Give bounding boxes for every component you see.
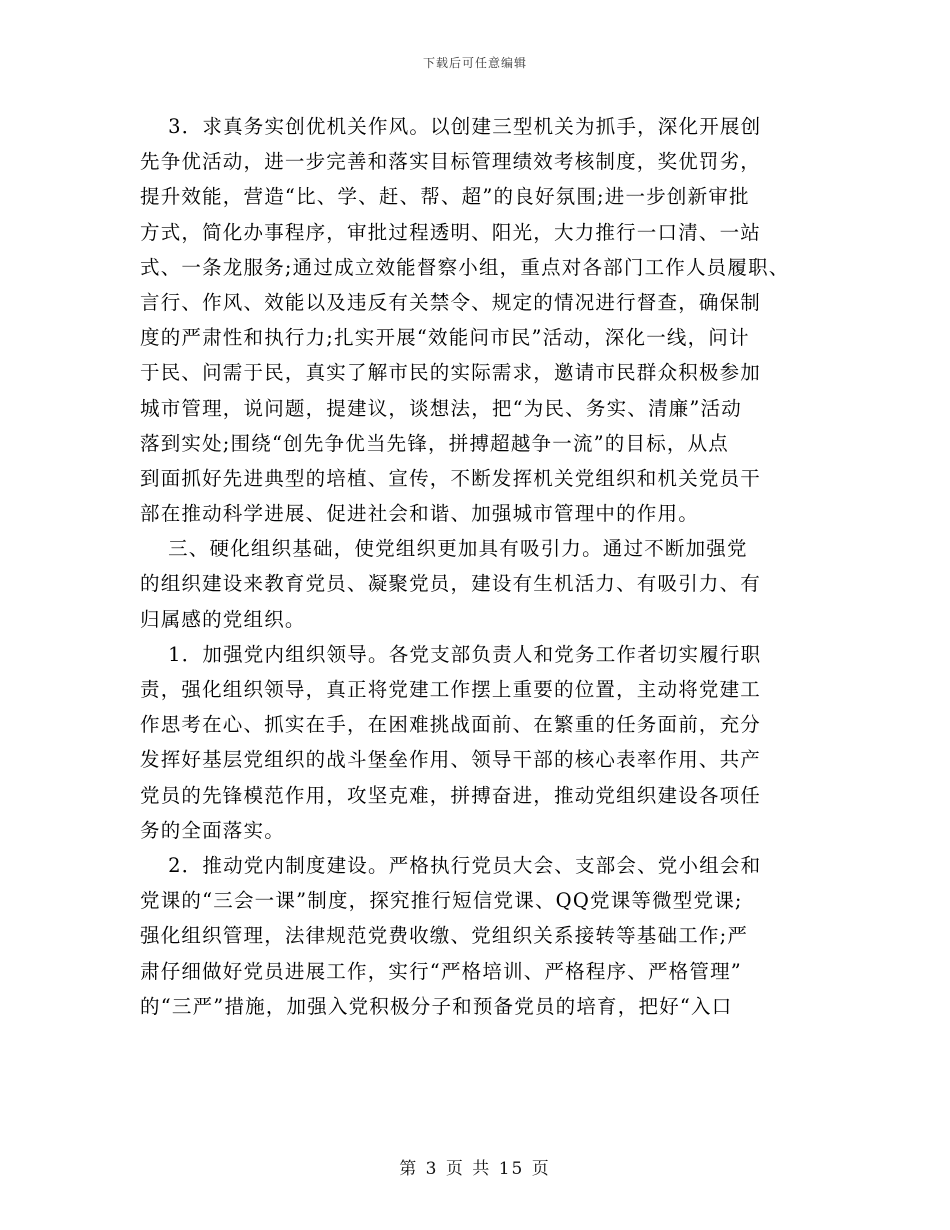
text-line: 式、一条龙服务;通过成立效能督察小组，重点对各部门工作人员履职、	[140, 255, 790, 279]
page-number: 第 3 页 共 15 页	[399, 1159, 551, 1179]
document-body	[140, 109, 820, 1024]
text-line: 归属感的党组织。	[140, 607, 306, 631]
page-header: 下载后可任意编辑	[422, 56, 527, 70]
text-line: 发挥好基层党组织的战斗堡垒作用、领导干部的核心表率作用、共产	[140, 748, 762, 772]
text-line: 2．推动党内制度建设。严格执行党员大会、支部会、党小组会和	[140, 853, 762, 877]
text-line: 三、硬化组织基础，使党组织更加具有吸引力。通过不断加强党	[140, 537, 748, 561]
text-line: 部在推动科学进展、促进社会和谐、加强城市管理中的作用。	[140, 502, 699, 526]
text-line: 党员的先锋模范作用，攻坚克难，拼搏奋进，推动党组织建设各项任	[140, 783, 762, 807]
text-line: 度的严肃性和执行力;扎实开展“效能问市民”活动，深化一线，问计	[140, 326, 750, 350]
text-line: 1．加强党内组织领导。各党支部负责人和党务工作者切实履行职	[140, 642, 762, 666]
text-line: 肃仔细做好党员进展工作，实行“严格培训、严格程序、严格管理”	[140, 959, 742, 983]
text-line: 3．求真务实创优机关作风。以创建三型机关为抓手，深化开展创	[140, 115, 762, 138]
text-line: 的组织建设来教育党员、凝聚党员，建设有生机活力、有吸引力、有	[140, 572, 762, 596]
text-line: 落到实处;围绕“创先争优当先锋，拼搏超越争一流”的目标，从点	[140, 431, 730, 455]
text-line: 强化组织管理，法律规范党费收缴、党组织关系接转等基础工作;严	[140, 924, 749, 948]
text-line: 到面抓好先进典型的培植、宣传，不断发挥机关党组织和机关党员干	[140, 466, 762, 490]
text-line: 方式，简化办事程序，审批过程透明、阳光，大力推行一口清、一站	[140, 220, 762, 244]
text-line: 党课的“三会一课”制度，探究推行短信党课、QQ党课等微型党课;	[140, 889, 743, 913]
text-line: 的“三严”措施，加强入党积极分子和预备党员的培育，把好“入口	[140, 994, 733, 1018]
text-line: 城市管理，说问题，提建议，谈想法，把“为民、务实、清廉”活动	[140, 396, 742, 420]
text-line: 先争优活动，进一步完善和落实目标管理绩效考核制度，奖优罚劣，	[140, 150, 762, 174]
text-line: 于民、问需于民，真实了解市民的实际需求，邀请市民群众积极参加	[140, 361, 762, 385]
text-line: 务的全面落实。	[140, 818, 285, 842]
text-line: 提升效能，营造“比、学、赶、帮、超”的良好氛围;进一步创新审批	[140, 185, 750, 209]
text-line: 作思考在心、抓实在手，在困难挑战面前、在繁重的任务面前，充分	[140, 713, 762, 737]
text-line: 责，强化组织领导，真正将党建工作摆上重要的位置，主动将党建工	[140, 678, 762, 701]
text-line: 言行、作风、效能以及违反有关禁令、规定的情况进行督查，确保制	[140, 290, 762, 314]
